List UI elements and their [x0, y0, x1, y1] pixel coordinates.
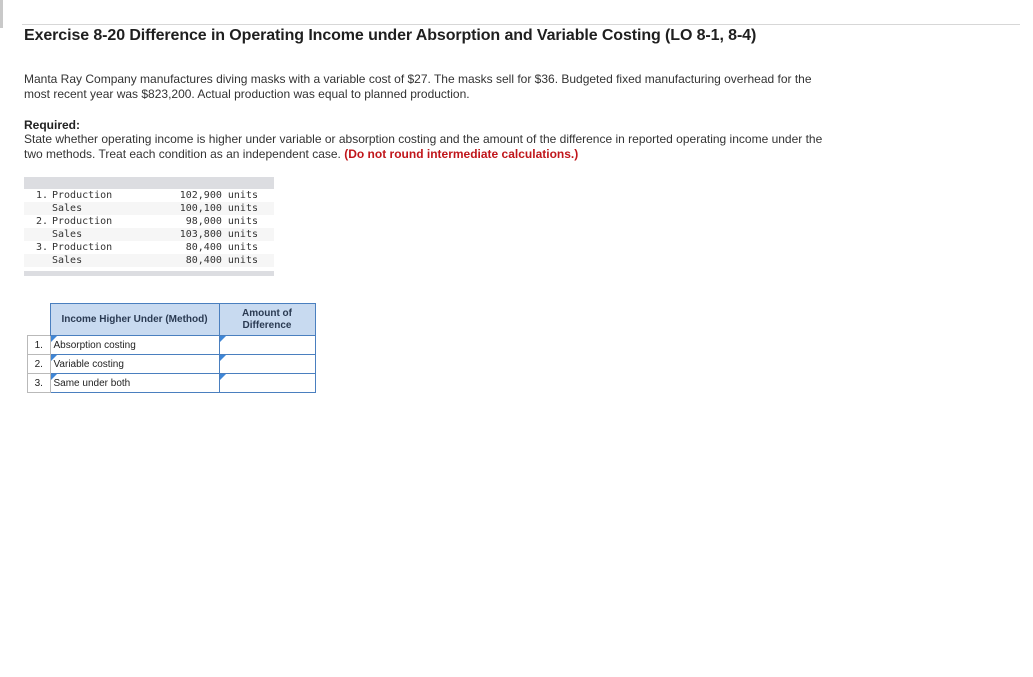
condition-row	[24, 241, 274, 254]
condition-row	[24, 189, 274, 202]
row-number: 3.	[28, 374, 51, 393]
conditions-bottom-bar	[24, 271, 274, 276]
condition-row	[24, 228, 274, 241]
input-marker-icon	[220, 374, 226, 380]
input-marker-icon	[220, 355, 226, 361]
condition-number: 1.	[36, 190, 49, 201]
method-value: Absorption costing	[53, 339, 136, 351]
dropdown-marker-icon	[51, 374, 57, 380]
condition-row	[24, 215, 274, 228]
exercise-title: Exercise 8-20 Difference in Operating Income under Absorption and Variable Costing (LO 8-1, 8-4)	[24, 27, 757, 44]
dropdown-marker-icon	[51, 355, 57, 361]
header-rule	[22, 24, 1020, 25]
condition-label: Sales	[52, 229, 83, 240]
answer-row	[28, 355, 316, 374]
method-dropdown[interactable]	[50, 336, 219, 355]
condition-row	[24, 202, 274, 215]
method-value: Variable costing	[53, 358, 124, 370]
required-label: Required:	[24, 118, 81, 132]
method-dropdown[interactable]	[50, 355, 219, 374]
condition-label: Production	[52, 216, 113, 227]
problem-intro: Manta Ray Company manufactures diving masks with a variable cost of $27. The masks sell for $36. Budgeted fixed manufacturing overhead for the most recent year was $823,200. Actual production was equal to planned production.	[24, 72, 812, 101]
conditions-table	[24, 177, 274, 276]
condition-label: Production	[52, 190, 113, 201]
answer-row	[28, 374, 316, 393]
method-value: Same under both	[53, 377, 131, 389]
header-income-higher-under: Income Higher Under (Method)	[50, 304, 219, 336]
table-corner	[28, 304, 51, 336]
conditions-top-bar	[24, 177, 274, 189]
condition-value: 103,800 units	[179, 229, 258, 240]
header-amount-of-difference: Amount of Difference	[219, 304, 315, 336]
amount-input[interactable]	[219, 336, 315, 355]
condition-number: 3.	[36, 242, 49, 253]
condition-value: 80,400 units	[185, 255, 258, 266]
condition-value: 100,100 units	[179, 203, 258, 214]
answer-table	[27, 303, 316, 393]
required-text	[24, 132, 824, 162]
condition-number: 2.	[36, 216, 49, 227]
left-edge-marker	[0, 0, 3, 28]
input-marker-icon	[220, 336, 226, 342]
row-number: 1.	[28, 336, 51, 355]
condition-row	[24, 254, 274, 267]
condition-label: Sales	[52, 203, 83, 214]
row-number: 2.	[28, 355, 51, 374]
condition-label: Production	[52, 242, 113, 253]
required-instructions: State whether operating income is higher under variable or absorption costing and the amount of the difference in reported operating income under the two methods. Treat each condition as an independent case.	[24, 132, 823, 161]
dropdown-marker-icon	[51, 336, 57, 342]
condition-value: 80,400 units	[185, 242, 258, 253]
answer-row	[28, 336, 316, 355]
amount-input[interactable]	[219, 374, 315, 393]
condition-value: 102,900 units	[179, 190, 258, 201]
method-dropdown[interactable]	[50, 374, 219, 393]
required-note: (Do not round intermediate calculations.)	[344, 147, 579, 161]
condition-value: 98,000 units	[185, 216, 258, 227]
condition-label: Sales	[52, 255, 83, 266]
amount-input[interactable]	[219, 355, 315, 374]
